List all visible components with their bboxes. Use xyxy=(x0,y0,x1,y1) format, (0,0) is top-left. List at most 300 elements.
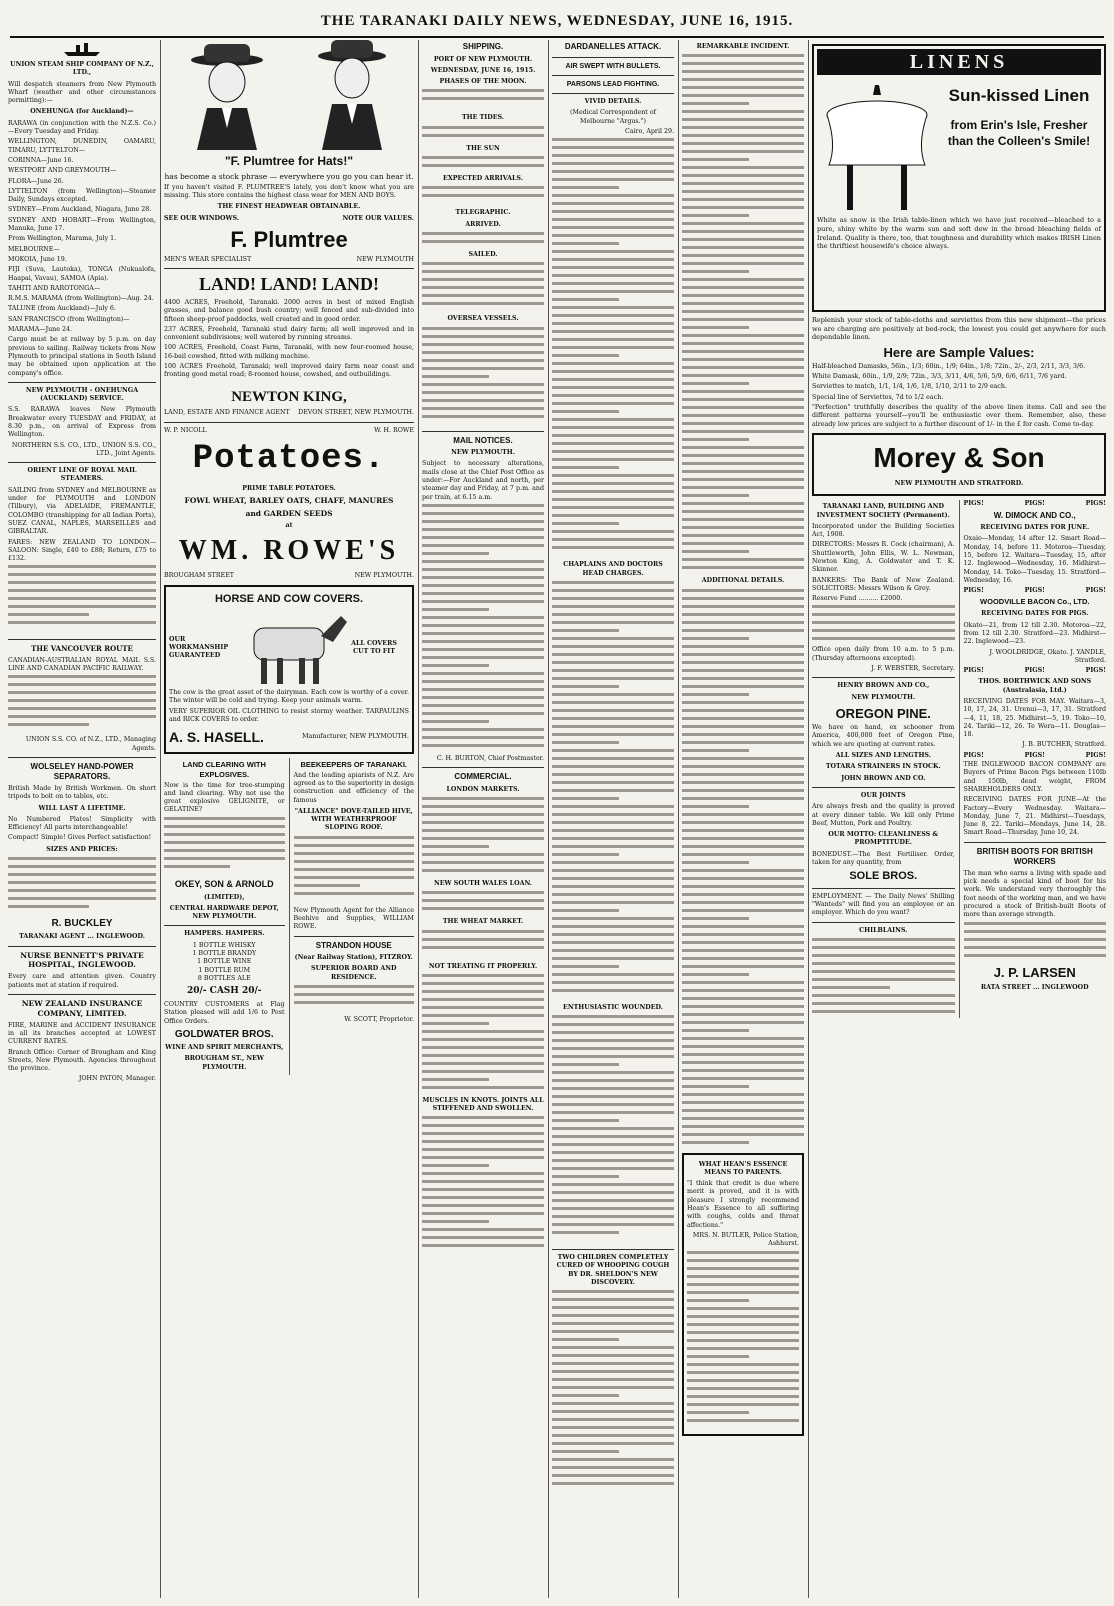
pigs-row xyxy=(964,587,1107,595)
illegible-text-line xyxy=(422,1236,544,1239)
illegible-text-line xyxy=(552,1378,674,1381)
expected-heading: EXPECTED ARRIVALS. xyxy=(443,175,523,183)
illegible-text-line xyxy=(422,560,544,563)
illegible-text-line xyxy=(422,512,544,515)
wolseley-text: British Made by British Workmen. On short tripods to bolt on to tables, etc. xyxy=(8,784,156,801)
illegible-text-line xyxy=(422,97,544,100)
buckley-name: R. BUCKLEY xyxy=(51,918,113,930)
shipping-fine-print xyxy=(8,565,156,635)
illegible-text-line xyxy=(682,262,804,265)
all-sizes: ALL SIZES AND LENGTHS. xyxy=(835,752,931,760)
canadian-fine-print xyxy=(8,675,156,735)
illegible-text-line xyxy=(422,624,544,627)
not-treating-text xyxy=(422,974,544,1094)
illegible-text-line xyxy=(552,1386,674,1389)
illegible-text-line xyxy=(682,957,804,960)
illegible-text-line xyxy=(552,1167,674,1170)
directors: DIRECTORS: Messrs R. Cock (chairman), A. Shuttleworth, John Ellis, W. L. Newman, Newton King, A. Goldwater and T. K. Skinner. xyxy=(812,541,955,574)
illegible-text-line xyxy=(422,1228,544,1231)
illegible-text-line xyxy=(422,845,489,848)
heans-heading: WHAT HEAN'S ESSENCE MEANS TO PARENTS. xyxy=(698,1160,788,1176)
mail-subheading: NEW PLYMOUTH. xyxy=(451,449,515,457)
illegible-text-line xyxy=(812,938,955,941)
see-windows: SEE OUR WINDOWS. xyxy=(164,214,240,222)
wheat-heading: THE WHEAT MARKET. xyxy=(442,918,524,926)
illegible-text-line xyxy=(552,805,674,808)
sailing-entry: WELLINGTON, DUNEDIN, OAMARU, TIMARU, LYTTELTON— xyxy=(8,138,156,154)
illegible-text-line xyxy=(8,589,156,592)
markets-text xyxy=(422,797,544,877)
illegible-text-line xyxy=(682,254,804,257)
hasell-manufacturer: Manufacturer, NEW PLYMOUTH. xyxy=(302,733,409,741)
pigs-label: PIGS! xyxy=(963,500,984,508)
illegible-text-line xyxy=(422,907,544,910)
illegible-text-line xyxy=(552,242,619,245)
illegible-text-line xyxy=(812,962,955,965)
totara: TOTARA STRAINERS IN STOCK. xyxy=(825,763,941,771)
illegible-text-line xyxy=(8,865,156,868)
workmanship-guaranteed: OUR WORKMANSHIP GUARANTEED xyxy=(169,635,229,660)
british-boots-heading: BRITISH BOOTS FOR BRITISH WORKERS xyxy=(976,846,1093,867)
newton-king-sub: LAND, ESTATE AND FINANCE AGENT xyxy=(164,409,290,417)
tlbis-fine-print xyxy=(812,605,955,645)
replenish-text: Replenish your stock of table-cloths and serviettes from this new shipment—the prices we are charging are positively at bed-rock, the lowest you could get anywhere for such dependable linen. xyxy=(812,316,1106,342)
pigs-label: PIGS! xyxy=(1085,751,1106,759)
beekeepers-heading: BEEKEEPERS OF TARANAKI. xyxy=(300,759,408,769)
illegible-text-line xyxy=(682,294,804,297)
illegible-text-line xyxy=(682,829,804,832)
alliance-hive: "ALLIANCE" DOVE-TAILED HIVE, WITH WEATHERPROOF SLOPING ROOF. xyxy=(294,807,413,832)
illegible-text-line xyxy=(422,869,544,872)
illegible-text-line xyxy=(812,946,955,949)
dimock-dates: Oxaio—Monday, 14 after 12. Smart Road—Monday, 14, before 11. Motoroa—Tuesday, 15, before 12. Waitara—Tuesday, 15, after 12. Inglewood—Wednesday, 16. Midhirst—Monday, 14. Toko—Tuesday, 15. Stratford—Wednesday, 16. xyxy=(963,535,1106,584)
mail-schedule xyxy=(422,504,544,754)
illegible-text-line xyxy=(682,566,804,569)
illegible-text-line xyxy=(682,558,804,561)
brougham-street: BROUGHAM STREET xyxy=(164,572,235,580)
illegible-text-line xyxy=(552,917,674,920)
illegible-text-line xyxy=(552,1063,619,1066)
illegible-text-line xyxy=(294,860,415,863)
illegible-text-line xyxy=(682,973,749,976)
illegible-text-line xyxy=(682,757,804,760)
illegible-text-line xyxy=(552,613,674,616)
illegible-text-line xyxy=(422,1038,544,1041)
illegible-text-line xyxy=(552,1394,619,1397)
reserve-fund: Reserve Fund .......... £2000. xyxy=(812,595,903,603)
oregon-text: We have on hand, ex schooner from America, 400,000 feet of Oregon Pine, which we are quoting at current rates. xyxy=(812,724,955,748)
potatoes-headline: Potatoes. xyxy=(192,440,386,479)
illegible-text-line xyxy=(422,1062,544,1065)
illegible-text-line xyxy=(552,869,674,872)
illegible-text-line xyxy=(552,250,674,253)
illegible-text-line xyxy=(422,688,544,691)
illegible-text-line xyxy=(422,680,544,683)
illegible-text-line xyxy=(164,841,285,844)
illegible-text-line xyxy=(422,632,544,635)
illegible-text-line xyxy=(552,290,674,293)
illegible-text-line xyxy=(682,685,804,688)
illegible-text-line xyxy=(552,162,674,165)
illegible-text-line xyxy=(682,390,804,393)
illegible-text-line xyxy=(682,174,804,177)
illegible-text-line xyxy=(552,138,674,141)
illegible-text-line xyxy=(552,589,674,592)
illegible-text-line xyxy=(552,1143,674,1146)
illegible-text-line xyxy=(687,1355,749,1358)
illegible-text-line xyxy=(682,550,749,553)
linens-slogans xyxy=(937,75,1101,215)
column-rule xyxy=(160,40,161,1598)
fares-text: FARES: NEW ZEALAND TO LONDON—SALOON: Single, £40 to £88; Return, £75 to £132. xyxy=(8,538,156,563)
sailing-list xyxy=(8,120,156,335)
illegible-text-line xyxy=(294,892,415,895)
illegible-text-line xyxy=(552,1095,674,1098)
illegible-text-line xyxy=(552,709,674,712)
illegible-text-line xyxy=(552,378,674,381)
illegible-text-line xyxy=(682,198,804,201)
illegible-text-line xyxy=(687,1315,799,1318)
illegible-text-line xyxy=(682,230,804,233)
illegible-text-line xyxy=(422,1196,544,1199)
illegible-text-line xyxy=(552,450,674,453)
illegible-text-line xyxy=(422,156,544,159)
gentleman-with-hat-icon xyxy=(307,40,397,150)
illegible-text-line xyxy=(422,1172,544,1175)
illegible-text-line xyxy=(682,206,804,209)
illegible-text-line xyxy=(552,1191,674,1194)
illegible-text-line xyxy=(682,597,804,600)
illegible-text-line xyxy=(552,186,619,189)
mail-text: Subject to necessary alterations, mails close at the Chief Post Office as under:—For Auckland and north, per steamer day and Friday, at 7 p.m. and per train, at 6.15 a.m. xyxy=(422,460,544,501)
illegible-text-line xyxy=(682,326,749,329)
pigs-label: PIGS! xyxy=(1085,587,1106,595)
illegible-text-line xyxy=(682,1109,804,1112)
illegible-text-line xyxy=(552,394,674,397)
vivid-heading: VIVID DETAILS. xyxy=(584,98,642,106)
illegible-text-line xyxy=(682,430,804,433)
illegible-text-line xyxy=(552,757,674,760)
illegible-text-line xyxy=(552,941,674,944)
illegible-text-line xyxy=(422,1054,544,1057)
illegible-text-line xyxy=(552,1410,674,1413)
rowe-name: W. H. ROWE xyxy=(374,426,414,434)
illegible-text-line xyxy=(682,86,804,89)
horse-cow-headline: HORSE AND COW COVERS. xyxy=(214,592,364,605)
arrived-text xyxy=(422,232,544,248)
illegible-text-line xyxy=(682,534,804,537)
illegible-text-line xyxy=(552,693,674,696)
illegible-text-line xyxy=(422,1140,544,1143)
ussc-intro: Will despatch steamers from New Plymouth Wharf (weather and other circumstances permitting):— xyxy=(8,80,156,105)
remarkable-heading: REMARKABLE INCIDENT. xyxy=(696,43,790,50)
hasell-ad xyxy=(164,585,414,754)
illegible-text-line xyxy=(294,985,415,988)
hamper-item: 1 BOTTLE WHISKY xyxy=(192,941,256,949)
illegible-text-line xyxy=(682,1029,749,1032)
commercial-heading: COMMERCIAL. xyxy=(454,772,512,782)
illegible-text-line xyxy=(812,994,955,997)
morey-sub: NEW PLYMOUTH AND STRATFORD. xyxy=(894,479,1024,487)
compact-line: Compact! Simple! Gives Perfect satisfaction! xyxy=(8,834,152,842)
okey-name: OKEY, SON & ARNOLD xyxy=(174,878,274,889)
illegible-text-line xyxy=(422,1204,544,1207)
beekeepers-agent: New Plymouth Agent for the Alliance Beehive and Supplies, WILLIAM ROWE. xyxy=(293,906,414,931)
illegible-text-line xyxy=(682,677,804,680)
illegible-text-line xyxy=(682,821,804,824)
illegible-text-line xyxy=(682,150,804,153)
illegible-text-line xyxy=(812,1010,955,1013)
illegible-text-line xyxy=(812,954,955,957)
illegible-text-line xyxy=(682,158,749,161)
illegible-text-line xyxy=(964,946,1107,949)
illegible-text-line xyxy=(422,164,544,167)
illegible-text-line xyxy=(687,1339,799,1342)
illegible-text-line xyxy=(552,482,674,485)
woodville-receiving: RECEIVING DATES FOR PIGS. xyxy=(981,610,1089,618)
illegible-text-line xyxy=(682,334,804,337)
illegible-text-line xyxy=(682,238,804,241)
pigs-label: PIGS! xyxy=(1024,500,1045,508)
illegible-text-line xyxy=(552,1482,674,1485)
illegible-text-line xyxy=(682,422,804,425)
column-rule xyxy=(548,40,549,1598)
illegible-text-line xyxy=(422,270,544,273)
illegible-text-line xyxy=(552,909,619,912)
illegible-text-line xyxy=(682,933,804,936)
illegible-text-line xyxy=(812,970,955,973)
sailing-entry: RARAWA (in conjunction with the N.Z.S. Co.)—Every Tuesday and Friday. xyxy=(8,119,156,136)
new-plymouth: NEW PLYMOUTH. xyxy=(354,572,414,580)
sailing-entry: SYDNEY—From Auckland, Niagara, June 28. xyxy=(8,206,152,214)
illegible-text-line xyxy=(164,865,230,868)
illegible-text-line xyxy=(552,877,674,880)
chilblains-text xyxy=(812,938,955,1018)
illegible-text-line xyxy=(682,134,804,137)
illegible-text-line xyxy=(552,210,674,213)
illegible-text-line xyxy=(682,190,804,193)
column-3 xyxy=(422,40,544,1598)
dimock-receiving: RECEIVING DATES FOR JUNE. xyxy=(980,524,1090,532)
sailing-entry: LYTTELTON (from Wellington)—Steamer Daily, Sundays excepted. xyxy=(8,187,156,204)
illegible-text-line xyxy=(687,1259,799,1262)
illegible-text-line xyxy=(422,399,544,402)
illegible-text-line xyxy=(682,909,804,912)
illegible-text-line xyxy=(422,720,489,723)
illegible-text-line xyxy=(682,797,804,800)
illegible-text-line xyxy=(422,186,544,189)
illegible-text-line xyxy=(422,391,544,394)
illegible-text-line xyxy=(682,182,804,185)
illegible-text-line xyxy=(8,565,156,568)
illegible-text-line xyxy=(552,1207,674,1210)
illegible-text-line xyxy=(552,178,674,181)
illegible-text-line xyxy=(164,825,285,828)
illegible-text-line xyxy=(552,853,619,856)
plumtree-headwear: THE FINEST HEADWEAR OBTAINABLE. xyxy=(217,203,361,211)
illegible-text-line xyxy=(8,723,89,726)
illegible-text-line xyxy=(552,885,674,888)
illegible-text-line xyxy=(422,568,544,571)
illegible-text-line xyxy=(552,781,674,784)
illegible-text-line xyxy=(812,621,955,624)
canadian-heading: THE VANCOUVER ROUTE xyxy=(31,644,133,654)
illegible-text-line xyxy=(682,621,804,624)
illegible-text-line xyxy=(552,330,674,333)
illegible-text-line xyxy=(552,629,619,632)
linens-ad xyxy=(812,44,1106,312)
beekeepers-fine-print xyxy=(294,836,415,906)
illegible-text-line xyxy=(552,1346,674,1349)
illegible-text-line xyxy=(682,438,749,441)
rowe-partners xyxy=(164,427,414,435)
hamper-item: 1 BOTTLE WINE xyxy=(197,958,252,966)
illegible-text-line xyxy=(687,1363,799,1366)
illegible-text-line xyxy=(552,154,674,157)
illegible-text-line xyxy=(682,406,804,409)
two-children-heading: TWO CHILDREN COMPLETELY CURED OF WHOOPING COUGH BY DR. SHELDON'S NEW DISCOVERY. xyxy=(556,1254,670,1286)
sun-heading: THE SUN xyxy=(466,144,500,152)
illegible-text-line xyxy=(682,877,804,880)
illegible-text-line xyxy=(682,502,804,505)
illegible-text-line xyxy=(682,270,749,273)
newton-king-name: NEWTON KING, xyxy=(231,388,347,405)
john-brown: JOHN BROWN AND CO. xyxy=(841,774,926,782)
larsen-name: J. P. LARSEN xyxy=(993,964,1076,980)
illegible-text-line xyxy=(552,813,674,816)
illegible-text-line xyxy=(682,542,804,545)
illegible-text-line xyxy=(682,310,804,313)
illegible-text-line xyxy=(422,946,544,949)
illegible-text-line xyxy=(422,891,544,894)
illegible-text-line xyxy=(687,1395,799,1398)
illegible-text-line xyxy=(552,965,619,968)
illegible-text-line xyxy=(682,773,804,776)
illegible-text-line xyxy=(422,294,544,297)
pigs-row xyxy=(964,667,1107,675)
steamship-icon xyxy=(62,40,102,58)
illegible-text-line xyxy=(8,675,156,678)
illegible-text-line xyxy=(682,526,804,529)
illegible-text-line xyxy=(422,1244,544,1247)
hasell-name: A. S. HASELL. xyxy=(169,729,264,746)
agents-line: NORTHERN S.S. CO., LTD., UNION S.S. CO., LTD., Joint Agents. xyxy=(11,441,156,457)
cargo-note: Cargo must be at railway by 5 p.m. on day previous to sailing. Railway tickets from New Plymouth to principal stations in South Island may be obtained upon application at the company's office. xyxy=(8,336,156,377)
plumtree-town: NEW PLYMOUTH xyxy=(356,255,414,263)
dimock-name: W. DIMOCK AND CO., xyxy=(993,510,1076,520)
illegible-text-line xyxy=(552,1314,674,1317)
hamper-list xyxy=(164,942,285,983)
illegible-text-line xyxy=(8,581,156,584)
illegible-text-line xyxy=(422,584,544,587)
illegible-text-line xyxy=(552,1298,674,1301)
illegible-text-line xyxy=(552,797,619,800)
illegible-text-line xyxy=(687,1307,799,1310)
illegible-text-line xyxy=(552,322,674,325)
illegible-text-line xyxy=(8,897,156,900)
illegible-text-line xyxy=(294,852,415,855)
illegible-text-line xyxy=(964,938,1107,941)
sun-kissed-headline: Sun-kissed Linen xyxy=(948,86,1090,106)
illegible-text-line xyxy=(552,1055,674,1058)
covered-horse-icon xyxy=(229,608,349,688)
illegible-text-line xyxy=(552,925,674,928)
sailing-entry: FIJI (Suva, Lautoka), TONGA (Nukualofa, Haapai, Vavau), SAMOA (Apia). xyxy=(8,266,156,282)
nzins-text: FIRE, MARINE and ACCIDENT INSURANCE in all its branches accepted at LOWEST CURRENT RATES. xyxy=(8,1021,156,1046)
buckley-sub: TARANAKI AGENT ... INGLEWOOD. xyxy=(19,933,145,941)
illegible-text-line xyxy=(682,486,804,489)
muscles-text xyxy=(422,1116,544,1256)
illegible-text-line xyxy=(552,1127,674,1130)
illegible-text-line xyxy=(682,382,749,385)
illegible-text-line xyxy=(422,1156,544,1159)
illegible-text-line xyxy=(422,1006,544,1009)
illegible-text-line xyxy=(552,1071,674,1074)
illegible-text-line xyxy=(422,262,544,265)
boots-text: The man who earns a living with spade and pick needs a special kind of boot for his work. We understand very thoroughly the foot needs of the working man, and we have procured a stock of British-built Boots of more than average strength. xyxy=(963,869,1106,919)
illegible-text-line xyxy=(552,146,674,149)
illegible-text-line xyxy=(552,789,674,792)
illegible-text-line xyxy=(164,833,285,836)
illegible-text-line xyxy=(552,458,674,461)
illegible-text-line xyxy=(682,805,749,808)
canadian-agents: UNION S.S. CO. of N.Z., LTD., Managing Agents. xyxy=(25,736,156,752)
illegible-text-line xyxy=(422,1180,544,1183)
medical-correspondent: (Medical Correspondent of Melbourne "Argus.") xyxy=(570,109,656,125)
illegible-text-line xyxy=(682,917,749,920)
parsons-heading: PARSONS LEAD FIGHTING. xyxy=(566,80,660,88)
illegible-text-line xyxy=(552,773,674,776)
illegible-text-line xyxy=(422,520,544,523)
illegible-text-line xyxy=(552,1023,674,1026)
inglewood-bacon-text: THE INGLEWOOD BACON COMPANY are Buyers of Prime Bacon Pigs between 110lb and 150lb, dead weight, FROM SHAREHOLDERS ONLY. xyxy=(963,761,1106,793)
column-1 xyxy=(8,40,156,1598)
gentleman-with-hat-icon xyxy=(182,40,272,150)
illegible-text-line xyxy=(422,600,544,603)
col2-lower-left xyxy=(164,758,290,1075)
illegible-text-line xyxy=(682,1013,804,1016)
linens-top xyxy=(817,75,1101,215)
nzins-manager: JOHN PATON, Manager. xyxy=(78,1075,156,1083)
illegible-text-line xyxy=(682,1085,749,1088)
illegible-text-line xyxy=(422,576,544,579)
illegible-text-line xyxy=(552,957,674,960)
orient-heading: ORIENT LINE OF ROYAL MAIL STEAMERS. xyxy=(27,467,137,483)
sample-value: Serviettes to match, 1/1, 1/4, 1/6, 1/8, 1/10, 2/11 to 2/9 each. xyxy=(812,383,1007,391)
orient-text: SAILING from SYDNEY and MELBOURNE as under for PLYMOUTH and LONDON (Tilbury), via ADELAIDE, FREMANTLE, COLOMBO (transhipping for all Indian Ports), SUEZ CANAL, NAPLES, MARSEILLES and GIBRALTAR. xyxy=(8,486,156,536)
wm-rowe-name: WM. ROWE'S xyxy=(178,535,400,567)
bankers: BANKERS: The Bank of New Zealand. SOLICITORS: Messrs Wilson & Grey. xyxy=(812,576,955,592)
illegible-text-line xyxy=(422,805,544,808)
pigs-label: PIGS! xyxy=(1085,500,1106,508)
illegible-text-line xyxy=(552,765,674,768)
illegible-text-line xyxy=(682,366,804,369)
illegible-text-line xyxy=(552,1183,674,1186)
illegible-text-line xyxy=(8,715,156,718)
illegible-text-line xyxy=(552,741,619,744)
column-4 xyxy=(552,40,674,1598)
pigs-label: PIGS! xyxy=(1085,667,1106,675)
illegible-text-line xyxy=(294,844,415,847)
onehunga-label: ONEHUNGA (for Auckland)— xyxy=(30,108,134,116)
illegible-text-line xyxy=(552,829,674,832)
illegible-text-line xyxy=(552,1175,619,1178)
illegible-text-line xyxy=(552,1426,674,1429)
illegible-text-line xyxy=(682,637,749,640)
hasell-oil: VERY SUPERIOR OIL CLOTHING to resist stormy weather. TARPAULINS and RICK COVERS to order. xyxy=(169,707,409,723)
illegible-text-line xyxy=(422,1188,544,1191)
plumtree-specialist: MEN'S WEAR SPECIALIST xyxy=(164,255,252,263)
